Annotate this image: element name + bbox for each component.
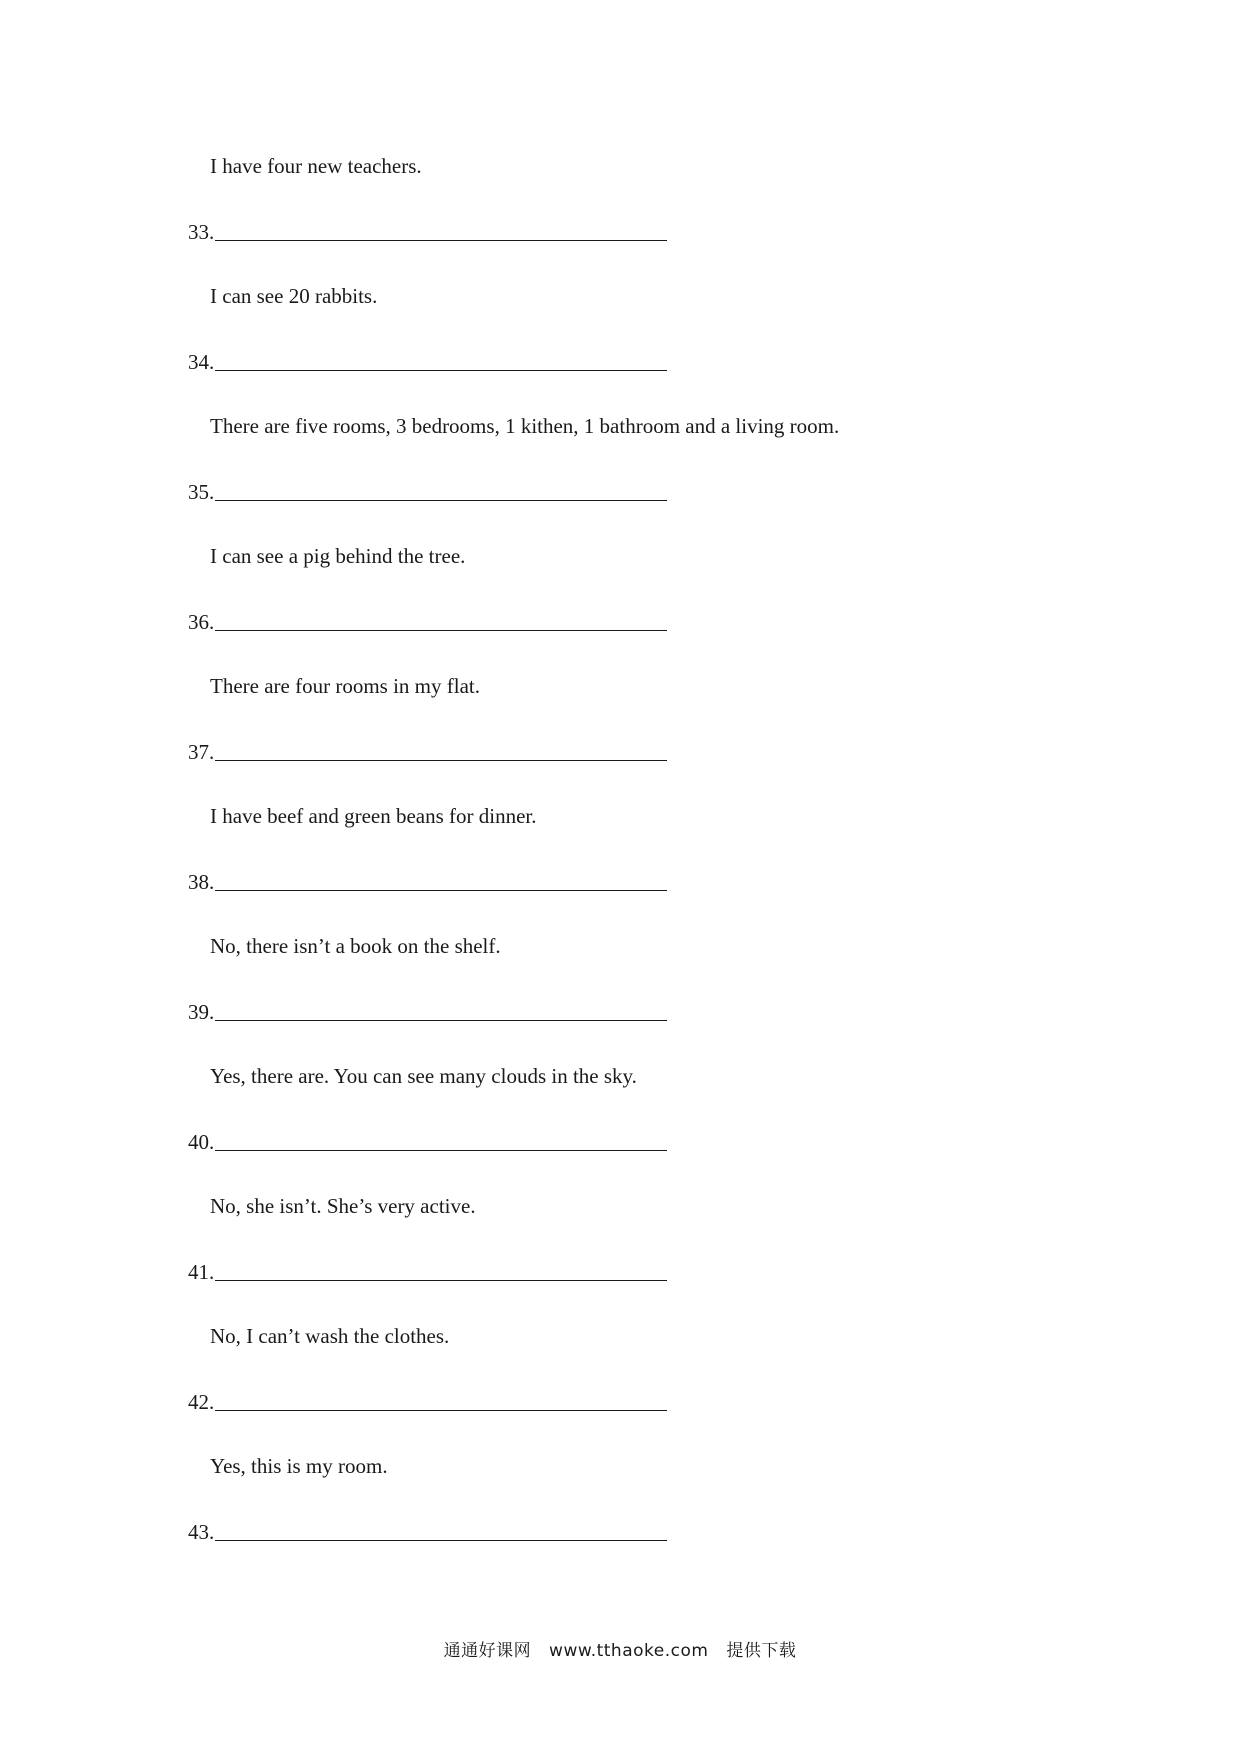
footer-url[interactable]: www.tthaoke.com <box>549 1641 709 1661</box>
answer-blank[interactable] <box>215 369 667 371</box>
answer-sentence: I have four new teachers. <box>210 154 422 178</box>
answer-sentence: No, I can’t wash the clothes. <box>210 1324 450 1348</box>
answer-blank[interactable] <box>215 759 667 761</box>
question-number: 35. <box>188 480 215 504</box>
question-number: 38. <box>188 870 215 894</box>
answer-sentence: I have beef and green beans for dinner. <box>210 804 537 828</box>
question-line <box>188 610 667 635</box>
answer-blank[interactable] <box>215 1409 667 1411</box>
answer-sentence: No, there isn’t a book on the shelf. <box>210 934 501 958</box>
question-line <box>188 350 667 375</box>
footer-site-name: 通通好课网 <box>443 1641 532 1661</box>
answer-sentence: Yes, there are. You can see many clouds in the sky. <box>210 1064 637 1088</box>
answer-blank[interactable] <box>215 889 667 891</box>
question-line <box>188 220 667 245</box>
question-line <box>188 1390 667 1415</box>
question-line <box>188 1000 667 1025</box>
question-number: 33. <box>188 220 215 244</box>
footer-tagline: 提供下载 <box>726 1641 797 1661</box>
answer-blank[interactable] <box>215 1279 667 1281</box>
question-line <box>188 740 667 765</box>
answer-blank[interactable] <box>215 239 667 241</box>
answer-sentence: Yes, this is my room. <box>210 1454 388 1478</box>
question-line <box>188 1520 667 1545</box>
question-number: 39. <box>188 1000 215 1024</box>
page-footer <box>0 1636 1240 1661</box>
answer-sentence: I can see 20 rabbits. <box>210 284 378 308</box>
question-line <box>188 870 667 895</box>
question-number: 41. <box>188 1260 215 1284</box>
question-line <box>188 1130 667 1155</box>
answer-sentence: There are four rooms in my flat. <box>210 674 480 698</box>
answer-blank[interactable] <box>215 1539 667 1541</box>
question-number: 36. <box>188 610 215 634</box>
answer-blank[interactable] <box>215 1019 667 1021</box>
answer-sentence: I can see a pig behind the tree. <box>210 544 466 568</box>
answer-sentence: There are five rooms, 3 bedrooms, 1 kithen, 1 bathroom and a living room. <box>210 414 840 438</box>
question-number: 34. <box>188 350 215 374</box>
answer-sentence: No, she isn’t. She’s very active. <box>210 1194 476 1218</box>
question-number: 43. <box>188 1520 215 1544</box>
answer-blank[interactable] <box>215 499 667 501</box>
question-number: 42. <box>188 1390 215 1414</box>
answer-blank[interactable] <box>215 1149 667 1151</box>
question-line <box>188 480 667 505</box>
answer-blank[interactable] <box>215 629 667 631</box>
question-line <box>188 1260 667 1285</box>
question-number: 37. <box>188 740 215 764</box>
question-number: 40. <box>188 1130 215 1154</box>
